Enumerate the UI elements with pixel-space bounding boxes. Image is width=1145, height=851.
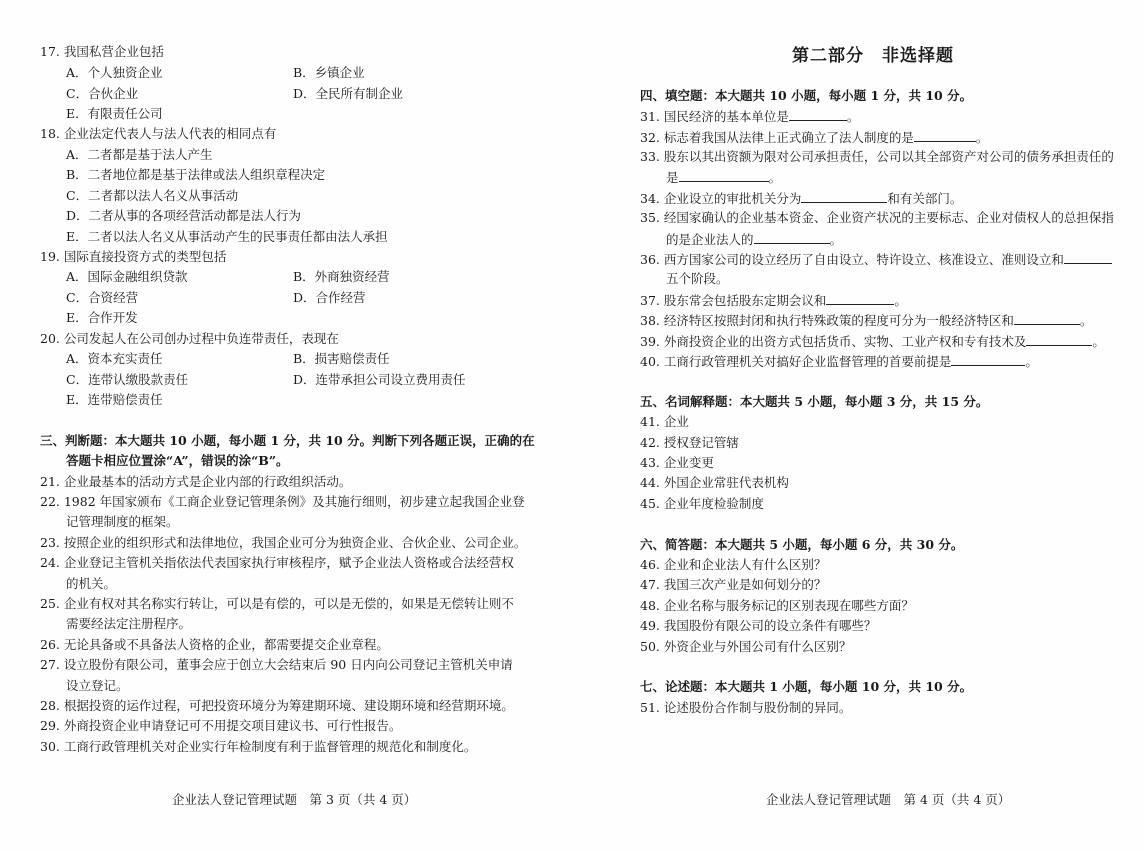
question-line bbox=[640, 475, 789, 491]
question-text: 48. 企业名称与服务标记的区别表现在哪些方面？ bbox=[640, 598, 914, 613]
question-line bbox=[640, 292, 907, 309]
section-heading: 三、判断题：本大题共 10 小题，每小题 1 分，共 10 分。判断下列各题正误，正确的在 bbox=[40, 433, 535, 448]
question-line: 22. 1982 年国家颁布《工商企业登记管理条例》及其施行细则，初步建立起我国企业登 bbox=[40, 494, 525, 509]
question-line: B．外商独资经营 bbox=[293, 269, 390, 284]
question-text: 44. 外国企业常驻代表机构 bbox=[640, 475, 789, 490]
answer-blank bbox=[1064, 251, 1112, 264]
question-text: 51. 论述股份合作制与股份制的异同。 bbox=[640, 700, 852, 715]
question-text: 。 bbox=[975, 130, 989, 145]
question-line bbox=[640, 149, 1114, 165]
question-line: 25. 企业有权对其名称实行转让，可以是有偿的，可以是无偿的，如果是无偿转让则不 bbox=[40, 596, 514, 611]
question-line: D．全民所有制企业 bbox=[293, 86, 404, 101]
question-text: 五个阶段。 bbox=[666, 271, 729, 286]
question-line: C．二者都以法人名义从事活动 bbox=[66, 188, 239, 203]
question-line: B．乡镇企业 bbox=[293, 65, 365, 80]
question-text: 39. 外商投资企业的出资方式包括货币、实物、工业产权和专有技术及 bbox=[640, 334, 1027, 349]
question-line bbox=[640, 639, 851, 655]
question-text: 。 bbox=[846, 109, 860, 124]
question-text: 五、名词解释题：本大题共 5 小题，每小题 3 分，共 15 分。 bbox=[640, 394, 989, 409]
question-text: 是 bbox=[666, 170, 679, 185]
question-line: C．合伙企业 bbox=[66, 86, 139, 101]
question-line bbox=[640, 700, 851, 716]
page-4-footer: 企业法人登记管理试题 第 4 页（共 4 页） bbox=[766, 792, 1011, 807]
answer-blank bbox=[754, 231, 830, 244]
question-text: 43. 企业变更 bbox=[640, 455, 714, 470]
answer-blank bbox=[914, 129, 976, 142]
question-line bbox=[640, 210, 1114, 226]
question-text: 50. 外资企业与外国公司有什么区别？ bbox=[640, 639, 852, 654]
question-line bbox=[666, 231, 842, 248]
answer-blank bbox=[789, 108, 847, 121]
question-line: 记管理制度的框架。 bbox=[66, 514, 179, 529]
question-line: E．二者以法人名义从事活动产生的民事责任都由法人承担 bbox=[66, 229, 388, 244]
question-text: 。 bbox=[1092, 334, 1105, 349]
question-text: 。 bbox=[829, 232, 843, 247]
question-line bbox=[640, 618, 876, 634]
question-line bbox=[640, 455, 714, 471]
question-line: 21. 企业最基本的活动方式是企业内部的行政组织活动。 bbox=[40, 474, 352, 489]
question-line: B．二者地位都是基于法律或法人组织章程决定 bbox=[66, 167, 326, 182]
question-line bbox=[640, 577, 826, 593]
question-line bbox=[640, 598, 914, 614]
question-line bbox=[640, 129, 988, 146]
question-line bbox=[640, 190, 962, 207]
question-text: 七、论述题：本大题共 1 小题，每小题 10 分，共 10 分。 bbox=[640, 679, 973, 694]
question-line: 23. 按照企业的组织形式和法律地位，我国企业可分为独资企业、合伙企业、公司企业。 bbox=[40, 535, 527, 550]
question-text: 35. 经国家确认的企业基本资金、企业资产状况的主要标志、企业对债权人的总担保指 bbox=[640, 210, 1114, 225]
question-text: 。 bbox=[768, 170, 782, 185]
question-text: 。 bbox=[1025, 354, 1038, 369]
question-line bbox=[640, 312, 1092, 329]
question-line bbox=[640, 557, 826, 573]
section-heading: 答题卡相应位置涂“A”，错误的涂“B”。 bbox=[66, 453, 289, 468]
question-line bbox=[640, 251, 1112, 268]
question-text: 38. 经济特区按照封闭和执行特殊政策的程度可分为一般经济特区和 bbox=[640, 313, 1014, 328]
question-text: 37. 股东常会包括股东定期会议和 bbox=[640, 293, 827, 308]
question-line: D．连带承担公司设立费用责任 bbox=[293, 372, 466, 387]
question-line: 17. 我国私营企业包括 bbox=[40, 44, 164, 59]
question-text: 四、填空题：本大题共 10 小题，每小题 1 分，共 10 分。 bbox=[640, 88, 973, 103]
question-line: E．合作开发 bbox=[66, 310, 138, 325]
section-heading bbox=[640, 679, 972, 695]
question-text: 47. 我国三次产业是如何划分的？ bbox=[640, 577, 827, 592]
question-text: 31. 国民经济的基本单位是 bbox=[640, 109, 789, 124]
question-line: D．合作经营 bbox=[293, 290, 366, 305]
question-line: A．国际金融组织贷款 bbox=[66, 269, 188, 284]
question-text: 34. 企业设立的审批机关分为 bbox=[640, 191, 802, 206]
question-line: 需要经法定注册程序。 bbox=[66, 616, 192, 631]
question-line: 19. 国际直接投资方式的类型包括 bbox=[40, 249, 227, 264]
question-text: 36. 西方国家公司的设立经历了自由设立、特许设立、核准设立、准则设立和 bbox=[640, 252, 1064, 267]
question-line bbox=[640, 108, 859, 125]
question-text: 49. 我国股份有限公司的设立条件有哪些？ bbox=[640, 618, 877, 633]
question-line: 28. 根据投资的运作过程，可把投资环境分为筹建期环境、建设期环境和经营期环境。 bbox=[40, 698, 514, 713]
question-text: 六、简答题：本大题共 5 小题，每小题 6 分，共 30 分。 bbox=[640, 537, 964, 552]
question-line: 的机关。 bbox=[66, 576, 117, 591]
answer-blank bbox=[826, 292, 894, 305]
question-text: 和有关部门。 bbox=[887, 191, 963, 206]
question-line bbox=[666, 169, 781, 186]
question-line: 设立登记。 bbox=[66, 678, 129, 693]
question-line bbox=[640, 353, 1038, 370]
question-line: 18. 企业法定代表人与法人代表的相同点有 bbox=[40, 126, 277, 141]
question-line: 24. 企业登记主管机关指依法代表国家执行审核程序，赋予企业法人资格或合法经营权 bbox=[40, 555, 514, 570]
question-line: C．连带认缴股款责任 bbox=[66, 372, 189, 387]
answer-blank bbox=[801, 190, 887, 203]
question-text: 。 bbox=[1079, 313, 1093, 328]
question-text: 41. 企业 bbox=[640, 414, 689, 429]
question-line: 20. 公司发起人在公司创办过程中负连带责任，表现在 bbox=[40, 331, 339, 346]
question-line: B．损害赔偿责任 bbox=[293, 351, 390, 366]
question-text: 的是企业法人的 bbox=[666, 232, 754, 247]
answer-blank bbox=[951, 353, 1025, 366]
question-text: 45. 企业年度检验制度 bbox=[640, 496, 764, 511]
question-text: 42. 授权登记管辖 bbox=[640, 435, 739, 450]
page-3-footer: 企业法人登记管理试题 第 3 页（共 4 页） bbox=[172, 792, 417, 807]
answer-blank bbox=[1014, 312, 1080, 325]
question-line: 26. 无论具备或不具备法人资格的企业，都需要提交企业章程。 bbox=[40, 637, 389, 652]
question-line: A．资本充实责任 bbox=[66, 351, 163, 366]
answer-blank bbox=[679, 169, 769, 182]
question-line: 29. 外商投资企业申请登记可不用提交项目建议书、可行性报告。 bbox=[40, 718, 402, 733]
question-text: 40. 工商行政管理机关对搞好企业监督管理的首要前提是 bbox=[640, 354, 952, 369]
question-line: 27. 设立股份有限公司，董事会应于创立大会结束后 90 日内向公司登记主管机关申请 bbox=[40, 657, 513, 672]
question-line bbox=[666, 271, 729, 287]
section-heading bbox=[640, 88, 972, 104]
question-text: 33. 股东以其出资额为限对公司承担责任，公司以其全部资产对公司的债务承担责任的 bbox=[640, 149, 1114, 164]
question-text: 。 bbox=[894, 293, 907, 308]
question-line bbox=[640, 414, 689, 430]
question-line: C．合资经营 bbox=[66, 290, 139, 305]
question-line bbox=[640, 333, 1105, 350]
question-line: A．二者都是基于法人产生 bbox=[66, 147, 213, 162]
section-heading bbox=[640, 394, 988, 410]
question-line: 30. 工商行政管理机关对企业实行年检制度有利于监督管理的规范化和制度化。 bbox=[40, 739, 477, 754]
question-line: A．个人独资企业 bbox=[66, 65, 163, 80]
question-text: 46. 企业和企业法人有什么区别？ bbox=[640, 557, 827, 572]
question-line bbox=[640, 496, 764, 512]
question-line: D．二者从事的各项经营活动都是法人行为 bbox=[66, 208, 302, 223]
question-line: E．有限责任公司 bbox=[66, 106, 163, 121]
question-line bbox=[640, 435, 739, 451]
question-text: 32. 标志着我国从法律上正式确立了法人制度的是 bbox=[640, 130, 914, 145]
section-heading bbox=[640, 537, 963, 553]
question-line: E．连带赔偿责任 bbox=[66, 392, 163, 407]
answer-blank bbox=[1026, 333, 1092, 346]
part-two-title: 第二部分 非选择题 bbox=[792, 46, 954, 66]
